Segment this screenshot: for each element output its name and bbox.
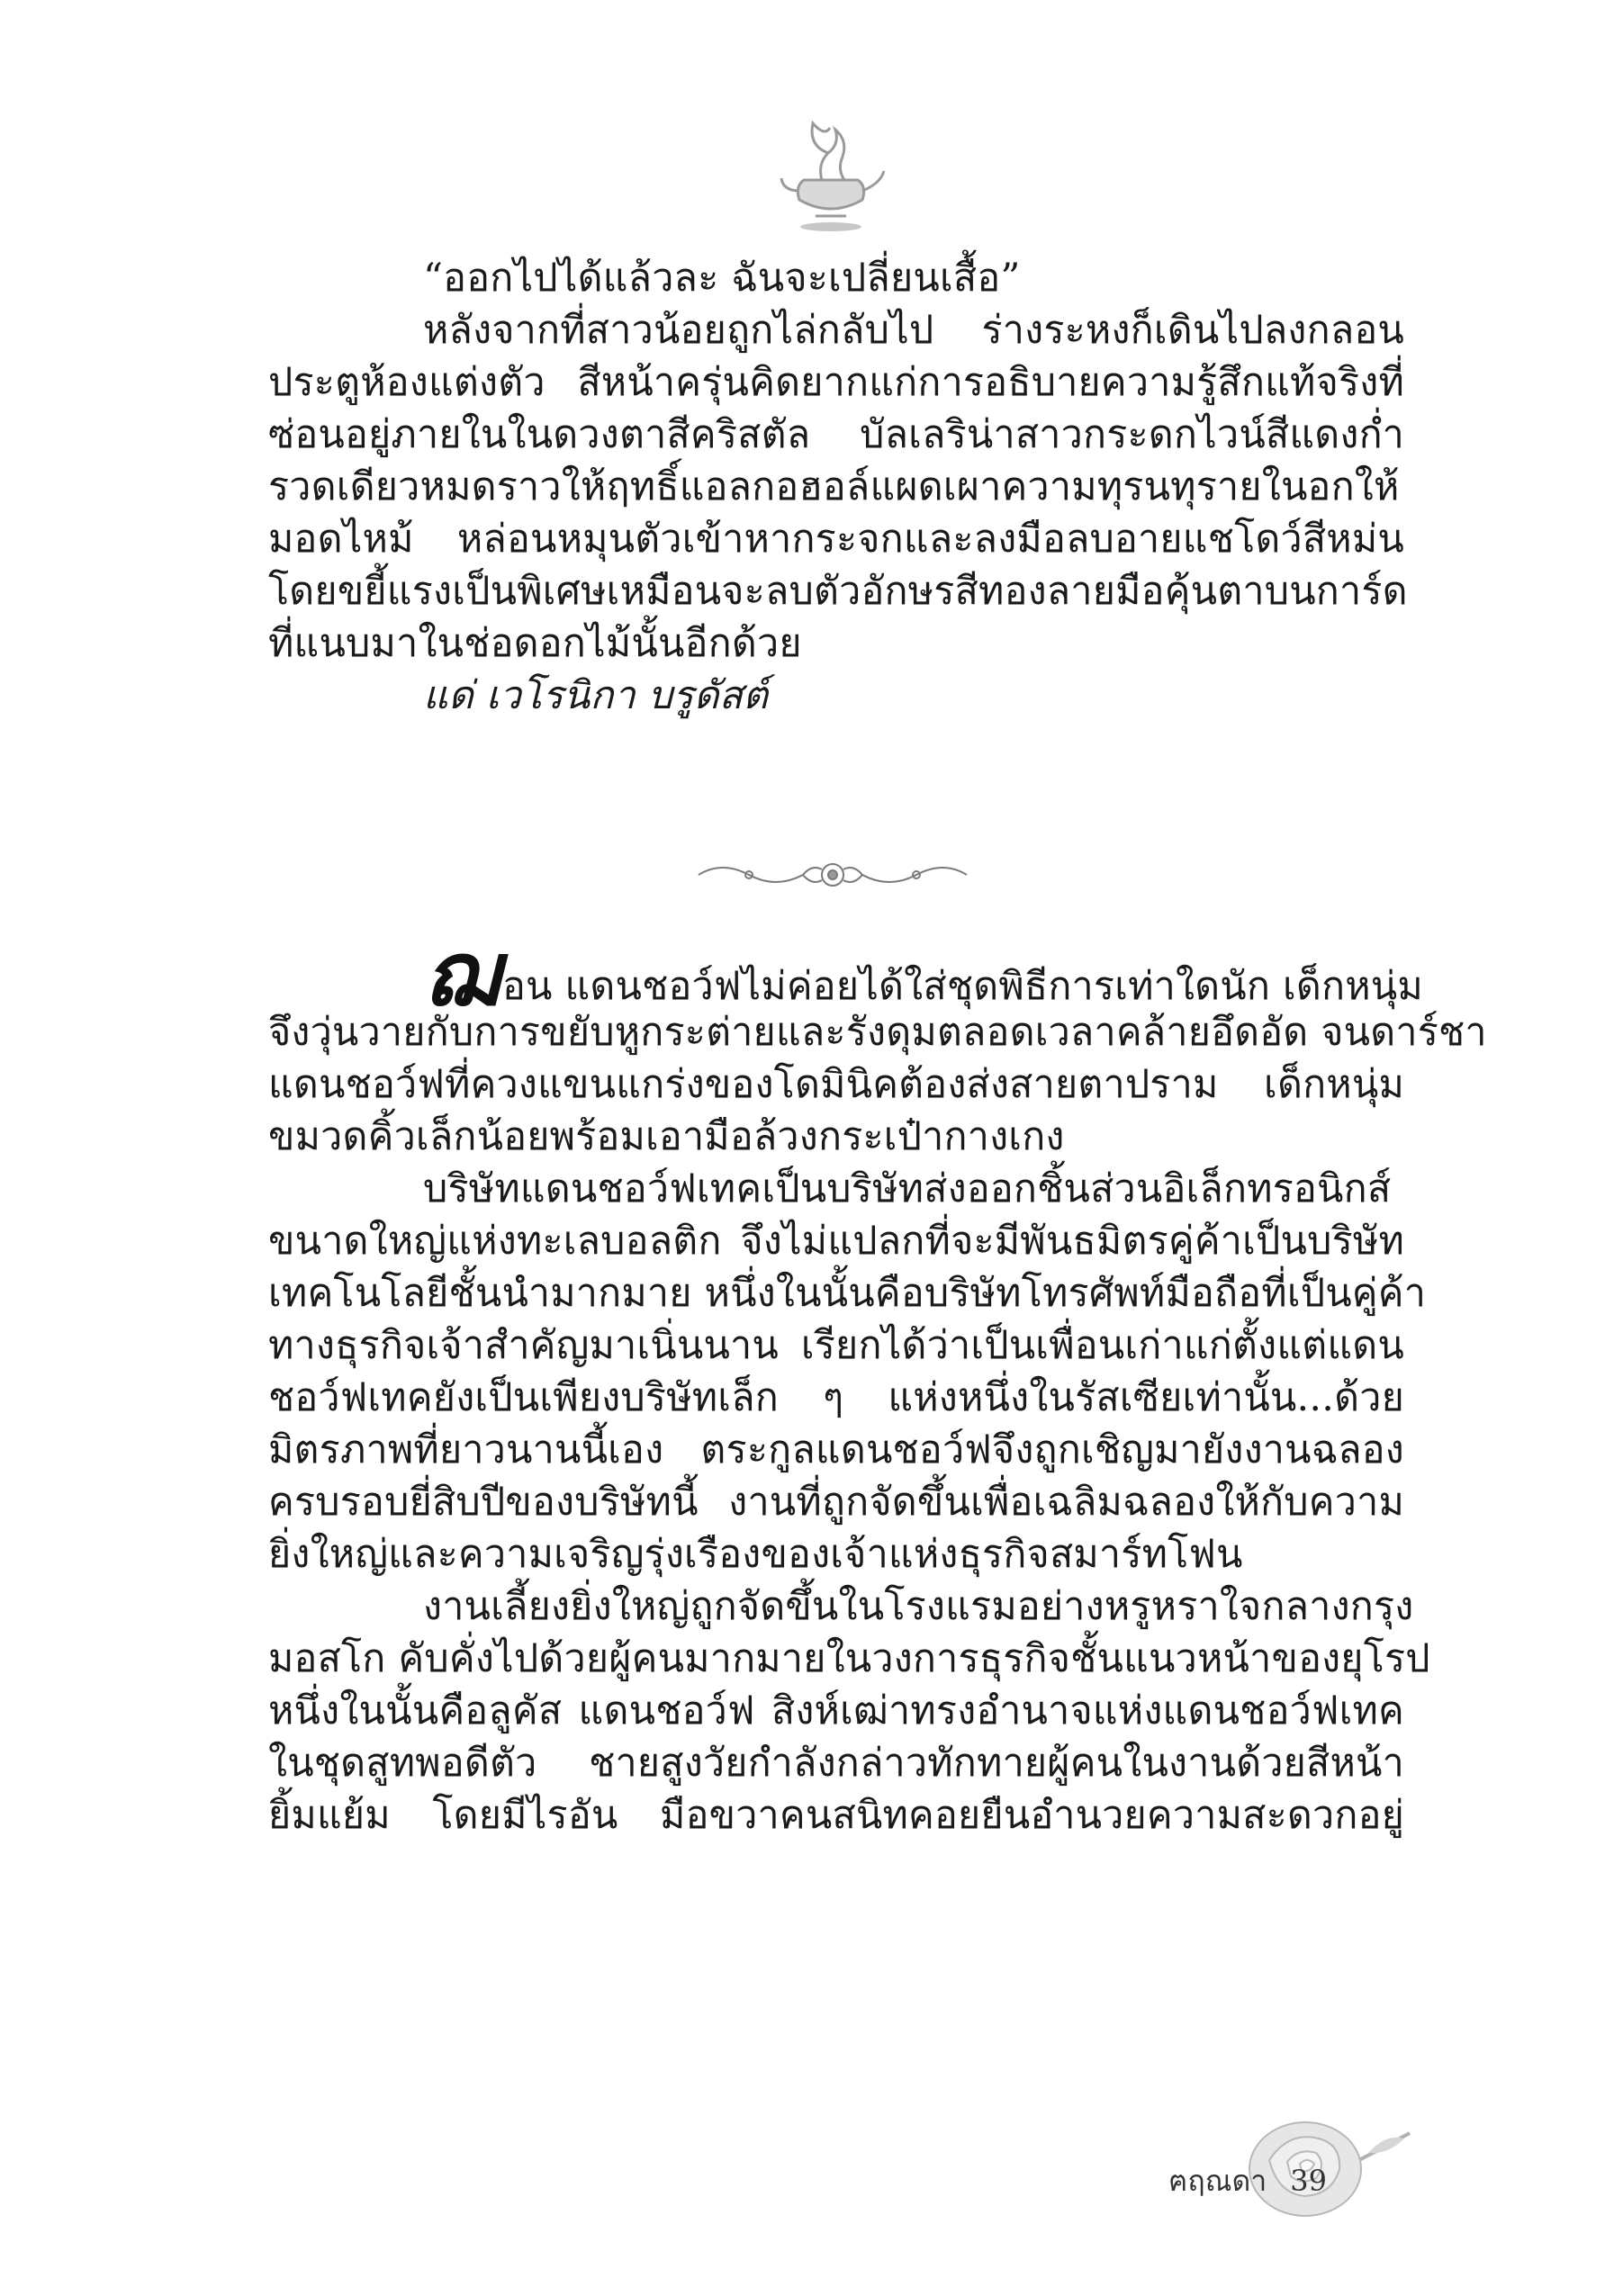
opening-line-text: อน แดนชอว์ฟไม่ค่อยได้ใส่ชุดพิธีการเท่าใดนัก เด็กหนุ่ม [501,964,1423,1009]
paragraph-line: ในชุดสูทพอดีตัว ชายสูงวัยกำลังกล่าวทักทายผู้คนในงานด้วยสีหน้า [268,1741,1404,1786]
paragraph-line: ที่แนบมาในช่อดอกไม้นั้นอีกด้วย [268,621,802,666]
paragraph-line: ยิ้มแย้ม โดยมีไรอัน มือขวาคนสนิทคอยยืนอำนวยความสะดวกอยู่ [268,1793,1404,1838]
paragraph-line: ยิ่งใหญ่และความเจริญรุ่งเรืองของเจ้าแห่งธุรกิจสมาร์ทโฟน [268,1532,1243,1577]
passage-two [268,923,1487,1841]
paragraph-line: เทคโนโลยีชั้นนำมากมาย หนึ่งในนั้นคือบริษัทโทรศัพท์มือถือที่เป็นคู่ค้า [268,1271,1427,1316]
paragraph-line: โดยขยี้แรงเป็นพิเศษเหมือนจะลบตัวอักษรสีทองลายมือคุ้นตาบนการ์ด [268,569,1408,614]
paragraph-line: ทางธุรกิจเจ้าสำคัญมาเนิ่นนาน เรียกได้ว่าเป็นเพื่อนเก่าแก่ตั้งแต่แดน [268,1323,1404,1368]
paragraph-line: ครบรอบยี่สิบปีของบริษัทนี้ งานที่ถูกจัดขึ้นเพื่อเฉลิมฉลองให้กับความ [268,1480,1404,1525]
dialogue-line: “ออกไปได้แล้วละ ฉันจะเปลี่ยนเสื้อ” [423,256,1021,301]
paragraph-line: ประตูห้องแต่งตัว สีหน้าครุ่นคิดยากแก่การอธิบายความรู้สึกแท้จริงที่ [268,360,1404,405]
teapot-ornament-icon [772,101,889,236]
page-footer [1168,2158,1350,2204]
paragraph-line: ชอว์ฟเทคยังเป็นเพียงบริษัทเล็ก ๆ แห่งหนึ่งในรัสเซียเท่านั้น...ด้วย [268,1375,1404,1420]
paragraph-line: งานเลี้ยงยิ่งใหญ่ถูกจัดขึ้นในโรงแรมอย่างหรูหราใจกลางกรุง [423,1584,1414,1629]
paragraph-line: มอดไหม้ หล่อนหมุนตัวเข้าหากระจกและลงมือลบอายแชโดว์สีหม่น [268,517,1404,562]
paragraph-line: จึงวุ่นวายกับการขยับหูกระต่ายและรังดุมตลอดเวลาคล้ายอึดอัด จนดาร์ชา [268,1010,1487,1055]
paragraph-line: หลังจากที่สาวน้อยถูกไล่กลับไป ร่างระหงก็เดินไปลงกลอน [423,308,1404,353]
paragraph-line: ซ่อนอยู่ภายในในดวงตาสีคริสตัล บัลเลริน่าสาวกระดกไวน์สีแดงก่ำ [268,412,1404,457]
scroll-divider-icon [695,857,970,893]
opening-line [268,923,1423,1026]
paragraph-line: มอสโก คับคั่งไปด้วยผู้คนมากมายในวงการธุรกิจชั้นแนวหน้าของยุโรป [268,1636,1430,1681]
card-signature: แด่ เวโรนิกา บรูดัสต์ [423,673,769,718]
page-number: 39 [1290,2164,1327,2198]
drop-cap: ฌ [423,923,499,1026]
paragraph-line: แดนชอว์ฟที่ควงแขนแกร่งของโดมินิคต้องส่งสายตาปราม เด็กหนุ่ม [268,1062,1404,1107]
book-title: ฅฤณดา [1168,2164,1267,2198]
paragraph-line: หนึ่งในนั้นคือลูคัส แดนชอว์ฟ สิงห์เฒ่าทรงอำนาจแห่งแดนชอว์ฟเทค [268,1688,1404,1733]
paragraph-line: รวดเดียวหมดราวให้ฤทธิ์แอลกอฮอล์แผดเผาความทุรนทุรายในอกให้ [268,464,1400,509]
passage-one [268,252,1408,722]
paragraph-line: มิตรภาพที่ยาวนานนี้เอง ตระกูลแดนชอว์ฟจึงถูกเชิญมายังงานฉลอง [268,1427,1404,1472]
paragraph-line: ขมวดคิ้วเล็กน้อยพร้อมเอามือล้วงกระเป๋ากางเกง [268,1114,1065,1159]
paragraph-line: ขนาดใหญ่แห่งทะเลบอลติก จึงไม่แปลกที่จะมีพันธมิตรคู่ค้าเป็นบริษัท [268,1219,1404,1264]
paragraph-line: บริษัทแดนชอว์ฟเทคเป็นบริษัทส่งออกชิ้นส่วนอิเล็กทรอนิกส์ [423,1166,1392,1211]
